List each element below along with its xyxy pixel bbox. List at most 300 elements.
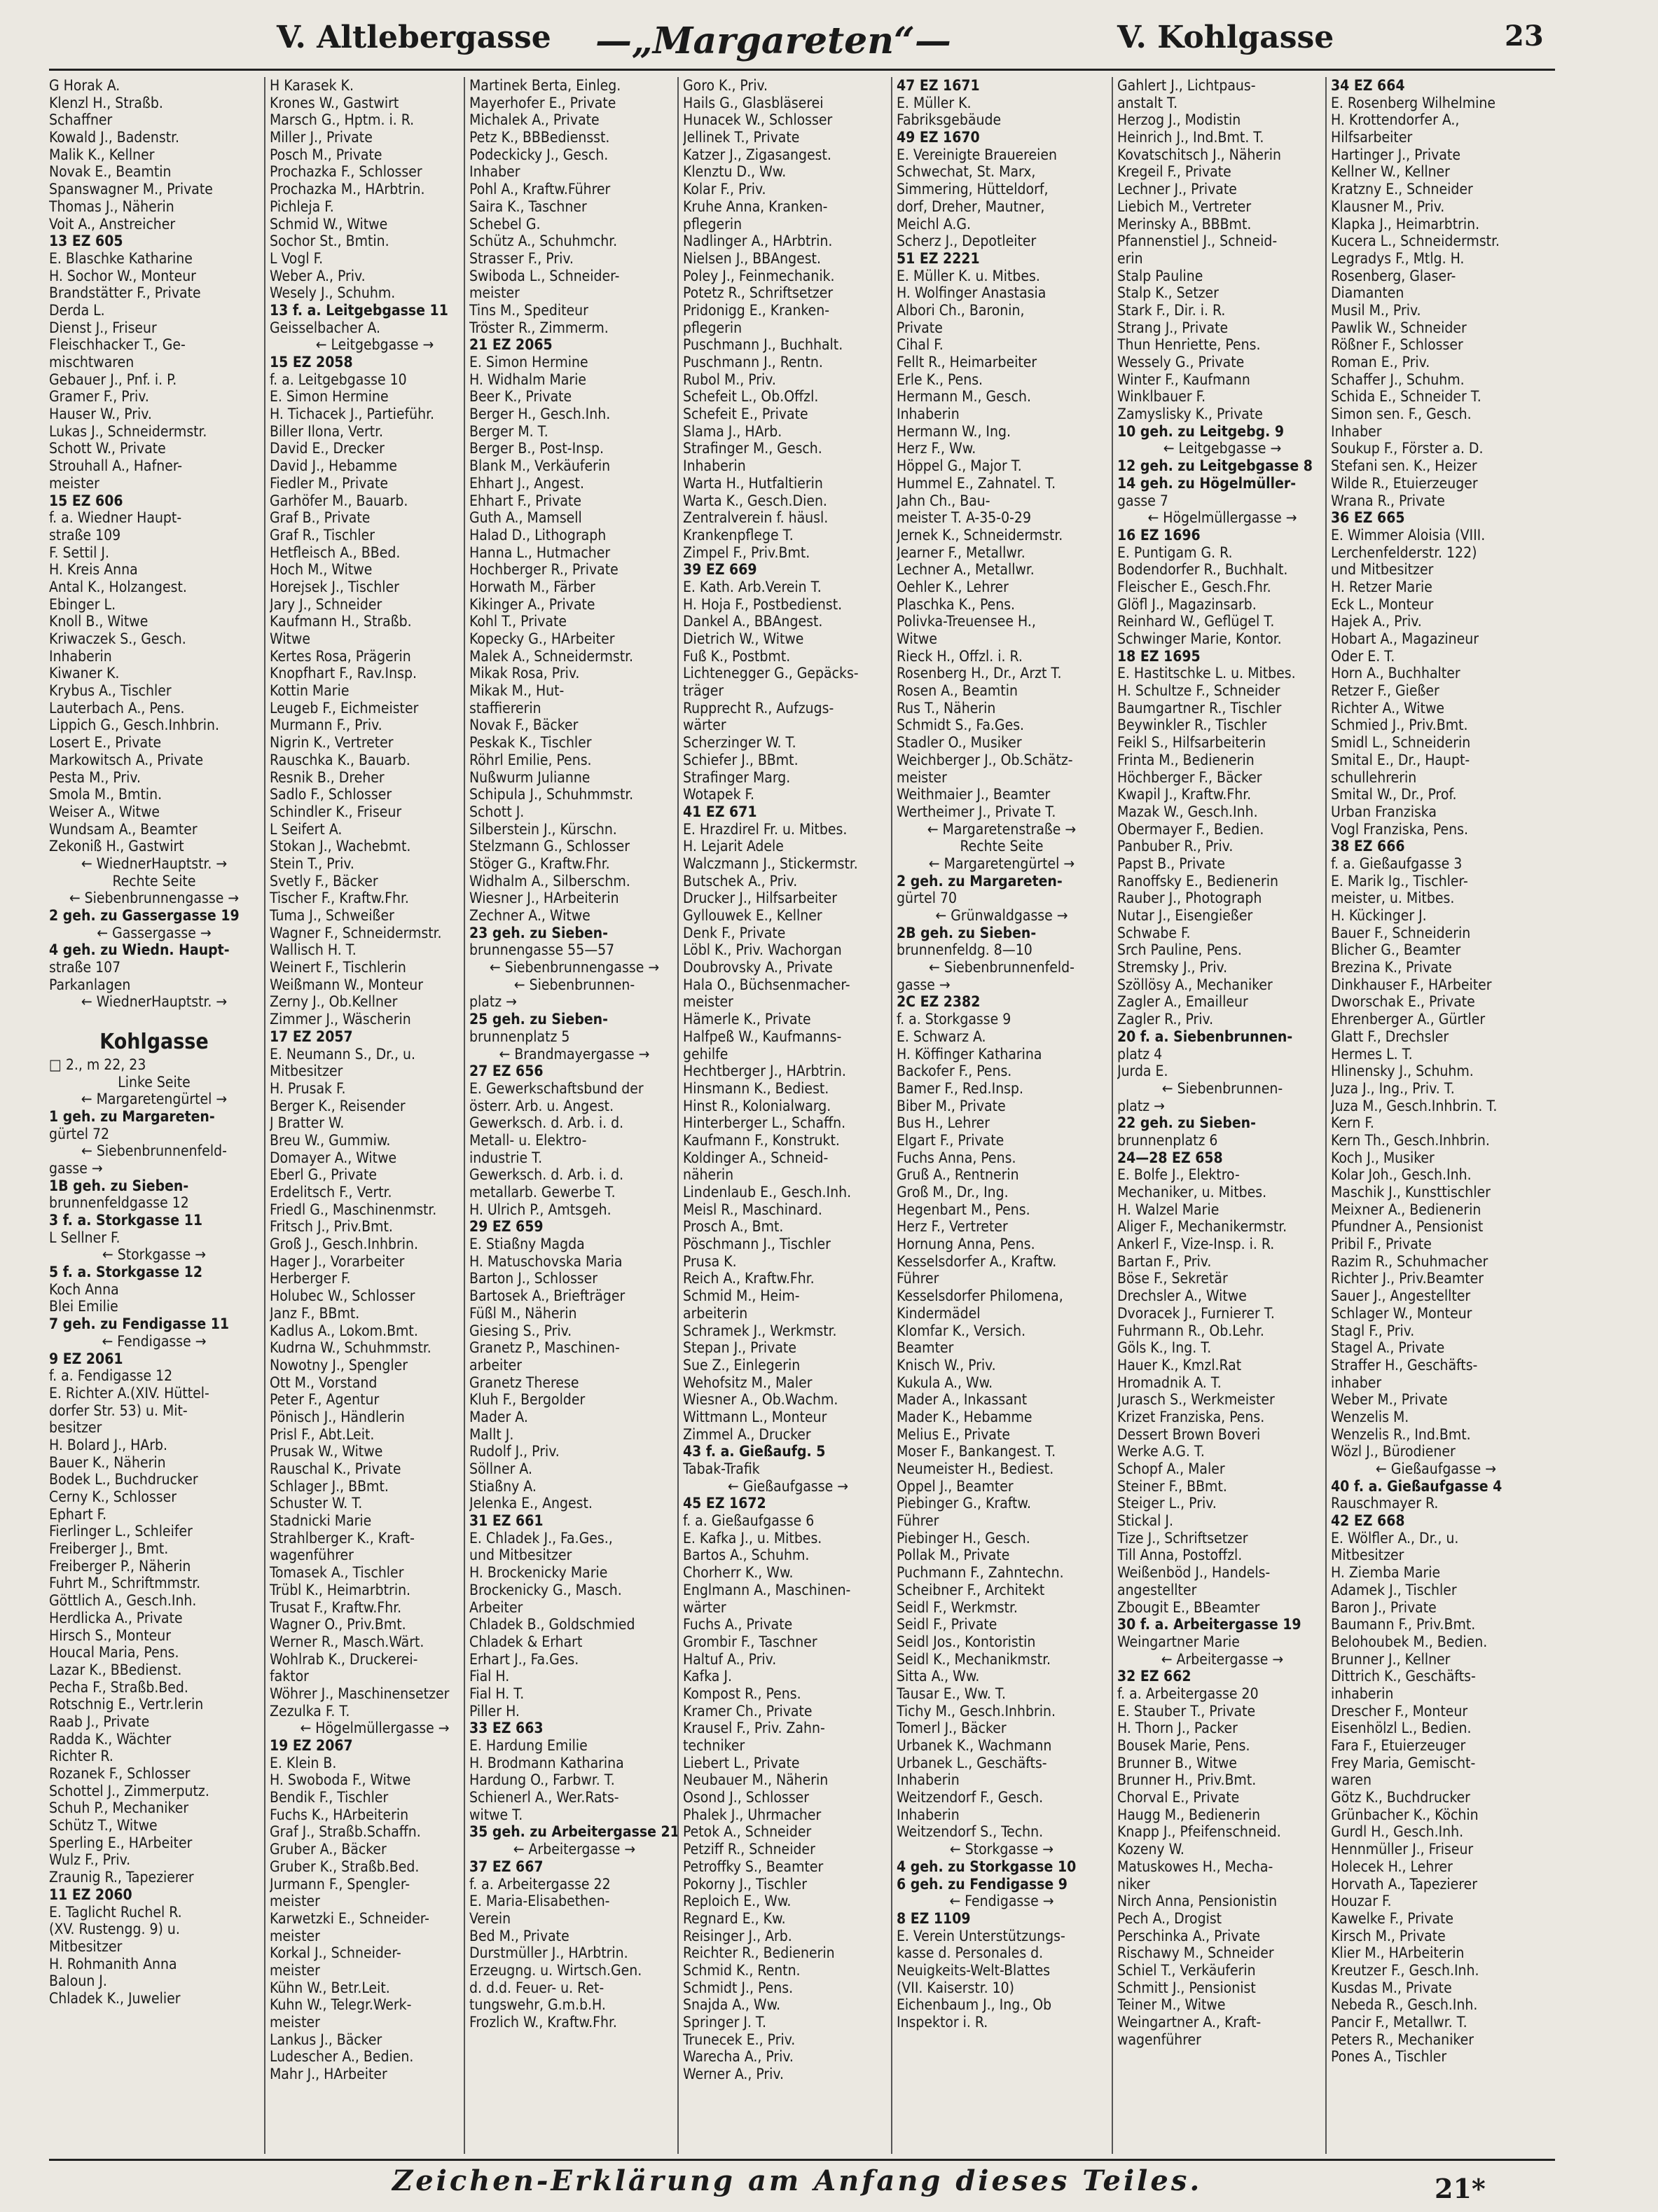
directory-entry: Schida E., Schneider T. bbox=[1331, 388, 1481, 406]
directory-entry: Werner R., Masch.Wärt. bbox=[270, 1633, 424, 1650]
directory-entry: Gebauer J., Pnf. i. P. bbox=[49, 371, 177, 388]
directory-entry: Rößner F., Schlosser bbox=[1331, 336, 1463, 354]
directory-entry: Tröster R., Zimmerm. bbox=[469, 319, 609, 336]
directory-entry: Trusat F., Kraftw.Fhr. bbox=[270, 1598, 402, 1616]
directory-entry: Bodendorfer R., Buchhalt. bbox=[1117, 561, 1288, 579]
directory-entry: Lukas J., Schneidermstr. bbox=[49, 422, 207, 440]
directory-entry: waren bbox=[1331, 1771, 1372, 1789]
directory-entry: Jary J., Schneider bbox=[270, 595, 382, 613]
directory-entry: E. Marik Ig., Tischler- bbox=[1331, 872, 1468, 890]
directory-entry: Hauser W., Priv. bbox=[49, 406, 152, 423]
directory-entry: Kramer Ch., Private bbox=[683, 1702, 813, 1720]
directory-entry: Pohl A., Kraftw.Führer bbox=[469, 181, 611, 198]
directory-entry: 27 EZ 656 bbox=[469, 1063, 544, 1080]
directory-entry: mischtwaren bbox=[49, 354, 134, 371]
directory-entry: Weiser A., Witwe bbox=[49, 803, 160, 820]
directory-entry: H. Rohmanith Anna bbox=[49, 1955, 177, 1972]
directory-entry: Rosen A., Beamtin bbox=[897, 682, 1018, 700]
directory-entry: E. Bolfe J., Elektro- bbox=[1117, 1166, 1240, 1184]
directory-entry: Prisl F., Abt.Leit. bbox=[270, 1425, 375, 1443]
directory-entry: 6 geh. zu Fendigasse 9 bbox=[897, 1875, 1068, 1893]
directory-entry: Schütz T., Witwe bbox=[49, 1817, 158, 1834]
directory-entry: Steiger L., Priv. bbox=[1117, 1495, 1217, 1512]
directory-entry: E. Simon Hermine bbox=[270, 388, 389, 406]
directory-entry: Hennmüller J., Friseur bbox=[1331, 1841, 1474, 1858]
directory-entry: E. Blaschke Katharine bbox=[49, 249, 193, 267]
directory-entry: kasse d. Personales d. bbox=[897, 1944, 1044, 1962]
directory-entry: Kohlgasse bbox=[99, 1029, 209, 1054]
directory-entry: Klapka J., Heimarbtrin. bbox=[1331, 215, 1480, 233]
directory-entry: Juza J., Ing., Priv. T. bbox=[1331, 1079, 1455, 1097]
directory-entry: Kusdas M., Private bbox=[1331, 1979, 1452, 1996]
directory-entry: H. Widhalm Marie bbox=[469, 371, 587, 388]
directory-entry: Werke A.G. T. bbox=[1117, 1443, 1205, 1460]
directory-entry: Schiefer J., BBmt. bbox=[683, 751, 799, 768]
directory-entry: Stöger G., Kraftw.Fhr. bbox=[469, 855, 610, 872]
directory-entry: arbeiterin bbox=[683, 1304, 748, 1322]
directory-entry: Rauber J., Photograph bbox=[1117, 890, 1262, 907]
directory-entry: faktor bbox=[270, 1668, 309, 1685]
directory-entry: Mayerhofer E., Private bbox=[469, 94, 616, 111]
directory-entry: F. Settil J. bbox=[49, 544, 109, 561]
directory-entry: Phalek J., Uhrmacher bbox=[683, 1806, 822, 1823]
directory-entry: Matuskowes H., Mecha- bbox=[1117, 1858, 1273, 1875]
directory-entry: Beywinkler R., Tischler bbox=[1117, 717, 1267, 734]
directory-entry: 11 EZ 2060 bbox=[49, 1886, 132, 1903]
directory-entry: Kafka J. bbox=[683, 1668, 732, 1685]
directory-entry: Mitbesitzer bbox=[270, 1063, 343, 1080]
directory-entry: Beer K., Private bbox=[469, 388, 572, 406]
directory-entry: Zimmel A., Drucker bbox=[683, 1425, 811, 1443]
directory-entry: Eberl G., Private bbox=[270, 1166, 378, 1184]
directory-entry: Schlager W., Monteur bbox=[1331, 1304, 1472, 1322]
directory-entry: Schmidt S., Fa.Ges. bbox=[897, 717, 1025, 734]
directory-entry: Fritsch J., Priv.Bmt. bbox=[270, 1218, 393, 1236]
directory-entry: Nebeda R., Gesch.Inh. bbox=[1331, 1996, 1478, 2014]
directory-entry: Kuhn W., Telegr.Werk- bbox=[270, 1996, 412, 2014]
directory-entry: Sadlo F., Schlosser bbox=[270, 786, 392, 803]
directory-entry: Strahlberger K., Kraft- bbox=[270, 1529, 415, 1547]
directory-entry: Merinsky A., BBBmt. bbox=[1117, 215, 1252, 233]
directory-entry: Rudolf J., Priv. bbox=[469, 1443, 560, 1460]
directory-entry: Jahn Ch., Bau- bbox=[897, 492, 990, 509]
directory-entry: Butschek A., Priv. bbox=[683, 872, 798, 890]
directory-entry: ← Siebenbrunnen- bbox=[1161, 1079, 1283, 1097]
directory-entry: Kruhe Anna, Kranken- bbox=[683, 198, 828, 215]
directory-entry: brunnenplatz 5 bbox=[469, 1028, 570, 1045]
directory-entry: f. a. Arbeitergasse 22 bbox=[469, 1875, 611, 1893]
directory-entry bbox=[49, 1011, 259, 1028]
directory-entry: 33 EZ 663 bbox=[469, 1720, 544, 1737]
directory-entry: Martinek Berta, Einleg. bbox=[469, 77, 621, 94]
directory-entry: Fara F., Etuierzeuger bbox=[1331, 1737, 1466, 1754]
directory-entry: Simmering, Hütteldorf, bbox=[897, 181, 1049, 198]
directory-entry: ← Siebenbrunnengasse → bbox=[69, 890, 240, 907]
directory-entry: Zagler R., Priv. bbox=[1117, 1011, 1214, 1028]
directory-entry: Krausel F., Priv. Zahn- bbox=[683, 1720, 825, 1737]
directory-entry: Mallt J. bbox=[469, 1425, 514, 1443]
directory-entry: Widhalm A., Silberschm. bbox=[469, 872, 630, 890]
directory-entry: Vogl Franziska, Pens. bbox=[1331, 820, 1468, 838]
directory-entry: Füßl M., Näherin bbox=[469, 1304, 577, 1322]
directory-entry: Inhaber bbox=[1331, 422, 1382, 440]
directory-entry: Walczmann J., Stickermstr. bbox=[683, 855, 858, 872]
directory-entry: Szöllösy A., Mechaniker bbox=[1117, 976, 1273, 993]
directory-entry: H. Kückinger J. bbox=[1331, 907, 1427, 924]
directory-entry: Richter A., Witwe bbox=[1331, 699, 1445, 717]
directory-entry: Pichleja F. bbox=[270, 198, 334, 215]
directory-entry: Losert E., Private bbox=[49, 734, 162, 752]
directory-entry: Trübl K., Heimarbtrin. bbox=[270, 1581, 411, 1598]
directory-entry: Derda L. bbox=[49, 301, 105, 319]
directory-entry: Pfundner A., Pensionist bbox=[1331, 1218, 1484, 1236]
directory-entry: Polivka-Treuensee H., bbox=[897, 613, 1036, 630]
directory-entry: Durstmüller J., HArbtrin. bbox=[469, 1944, 628, 1962]
directory-entry: Nigrin K., Vertreter bbox=[270, 734, 394, 752]
directory-entry: Inhaberin bbox=[897, 1806, 960, 1823]
directory-entry: Baumann F., Priv.Bmt. bbox=[1331, 1616, 1476, 1633]
directory-entry: Stelzmann G., Schlosser bbox=[469, 838, 630, 855]
directory-entry: Biber M., Private bbox=[897, 1097, 1006, 1114]
directory-entry: Soukup F., Förster a. D. bbox=[1331, 440, 1484, 457]
directory-entry: Pöschmann J., Tischler bbox=[683, 1236, 831, 1253]
directory-entry: ← Grünwaldgasse → bbox=[935, 907, 1068, 924]
directory-entry: meister bbox=[270, 1961, 320, 1979]
directory-entry: wagenführer bbox=[1117, 2031, 1201, 2048]
directory-entry: Hardung O., Farbwr. T. bbox=[469, 1771, 615, 1789]
directory-entry: Urban Franziska bbox=[1331, 803, 1437, 820]
directory-entry: 15 EZ 606 bbox=[49, 492, 123, 509]
directory-entry: 14 geh. zu Högelmüller- bbox=[1117, 474, 1297, 492]
directory-entry: Schwabe F. bbox=[1117, 924, 1191, 941]
directory-column bbox=[1331, 77, 1541, 2154]
directory-entry: Ebinger L. bbox=[49, 595, 116, 613]
directory-entry: Tins M., Spediteur bbox=[469, 301, 588, 319]
directory-entry: Glatt F., Drechsler bbox=[1331, 1028, 1449, 1045]
directory-entry: Pollak M., Private bbox=[897, 1547, 1010, 1564]
directory-entry: meister bbox=[270, 1893, 320, 1910]
directory-entry: Verein bbox=[469, 1909, 511, 1927]
directory-entry: Stickal J. bbox=[1117, 1512, 1174, 1530]
directory-entry: Stalp Pauline bbox=[1117, 267, 1203, 284]
directory-entry: Hechtberger J., HArbtrin. bbox=[683, 1063, 846, 1080]
directory-entry: 15 EZ 2058 bbox=[270, 354, 353, 371]
directory-entry: Grombir F., Taschner bbox=[683, 1633, 817, 1650]
directory-entry: Liebert L., Private bbox=[683, 1754, 800, 1771]
directory-entry: Kindermädel bbox=[897, 1304, 981, 1322]
directory-entry: erin bbox=[1117, 249, 1143, 267]
directory-entry: f. a. Leitgebgasse 10 bbox=[270, 371, 407, 388]
directory-entry: Poley J., Feinmechanik. bbox=[683, 267, 835, 284]
directory-entry: Baumgartner R., Tischler bbox=[1117, 699, 1282, 717]
directory-entry: Leugeb F., Eichmeister bbox=[270, 699, 419, 717]
directory-entry: Reich A., Kraftw.Fhr. bbox=[683, 1270, 815, 1287]
directory-entry: Inhaberin bbox=[897, 1771, 960, 1789]
directory-entry: Winklbauer F. bbox=[1117, 388, 1206, 406]
directory-entry: Klier M., HArbeiterin bbox=[1331, 1944, 1465, 1962]
directory-entry: Kratzny E., Schneider bbox=[1331, 181, 1473, 198]
directory-entry: Liebich M., Vertreter bbox=[1117, 198, 1252, 215]
directory-entry: Jelenka E., Angest. bbox=[469, 1495, 593, 1512]
directory-entry: E. Maria-Elisabethen- bbox=[469, 1893, 610, 1910]
directory-entry: 2 geh. zu Margareten- bbox=[897, 872, 1063, 890]
directory-entry: platz → bbox=[469, 993, 517, 1011]
directory-entry: Frey Maria, Gemischt- bbox=[1331, 1754, 1476, 1771]
directory-entry: Thun Henriette, Pens. bbox=[1117, 336, 1261, 354]
directory-entry: Osond J., Schlosser bbox=[683, 1789, 810, 1806]
column-separator bbox=[264, 77, 265, 2154]
directory-entry: Thomas J., Näherin bbox=[49, 198, 174, 215]
directory-entry: Tize J., Schriftsetzer bbox=[1117, 1529, 1248, 1547]
directory-entry: Wiesner A., Ob.Wachm. bbox=[683, 1391, 838, 1409]
directory-entry: Rauschmayer R. bbox=[1331, 1495, 1439, 1512]
directory-entry: Koldinger A., Schneid- bbox=[683, 1149, 829, 1166]
directory-entry: Nirch Anna, Pensionistin bbox=[1117, 1893, 1278, 1910]
directory-entry: Mader A. bbox=[469, 1408, 528, 1425]
footer-legend: Zeichen-Erklärung am Anfang dieses Teiles. bbox=[392, 2164, 1203, 2197]
directory-entry: Jurasch S., Werkmeister bbox=[1117, 1391, 1275, 1409]
directory-entry: Kadlus A., Lokom.Bmt. bbox=[270, 1322, 418, 1339]
directory-entry: Zezulka F. T. bbox=[270, 1702, 350, 1720]
directory-entry: d. d.d. Feuer- u. Ret- bbox=[469, 1979, 605, 1996]
directory-entry: Horejsek J., Tischler bbox=[270, 578, 399, 595]
directory-entry: f. a. Gießaufgasse 6 bbox=[683, 1512, 815, 1530]
directory-entry: Weber A., Priv. bbox=[270, 267, 366, 284]
directory-entry: meister bbox=[897, 768, 947, 786]
directory-entry: Straffer H., Geschäfts- bbox=[1331, 1356, 1478, 1374]
directory-entry: Hinst R., Kolonialwarg. bbox=[683, 1097, 831, 1114]
directory-entry: Fierlinger L., Schleifer bbox=[49, 1523, 193, 1540]
directory-entry: 21 EZ 2065 bbox=[469, 336, 553, 354]
directory-entry: Hartinger J., Private bbox=[1331, 146, 1460, 163]
directory-entry: Garhöfer M., Bauarb. bbox=[270, 492, 408, 509]
directory-entry: Schaffer J., Schuhm. bbox=[1331, 371, 1465, 388]
directory-entry: Erdelitsch F., Vertr. bbox=[270, 1184, 392, 1201]
directory-entry: 31 EZ 661 bbox=[469, 1512, 544, 1530]
directory-entry: Zbougit E., BBeamter bbox=[1117, 1598, 1260, 1616]
directory-entry: Knapp J., Pfeifenschneid. bbox=[1117, 1823, 1281, 1841]
directory-entry: ← Gießaufgasse → bbox=[1375, 1460, 1497, 1477]
directory-entry: Hanna L., Hutmacher bbox=[469, 544, 611, 561]
directory-entry: Hails G., Glasbläserei bbox=[683, 94, 824, 111]
directory-entry: Schmid M., Heim- bbox=[683, 1287, 800, 1305]
directory-entry: ← Fendigasse → bbox=[102, 1332, 207, 1350]
directory-entry: 2B geh. zu Sieben- bbox=[897, 924, 1037, 941]
directory-entry: Korkal J., Schneider- bbox=[270, 1944, 401, 1962]
directory-entry: Rupprecht R., Aufzugs- bbox=[683, 699, 834, 717]
directory-entry: Brunner J., Kellner bbox=[1331, 1650, 1451, 1668]
directory-entry: gürtel 70 bbox=[897, 890, 958, 907]
directory-entry: Zraunig R., Tapezierer bbox=[49, 1869, 194, 1886]
directory-entry: Kwapil J., Kraftw.Fhr. bbox=[1117, 786, 1252, 803]
directory-entry: 8 EZ 1109 bbox=[897, 1909, 971, 1927]
directory-entry: f. a. Gießaufgasse 3 bbox=[1331, 855, 1463, 872]
directory-entry: L Sellner F. bbox=[49, 1229, 120, 1246]
directory-entry: H. Retzer Marie bbox=[1331, 578, 1432, 595]
directory-entry: Teiner M., Witwe bbox=[1117, 1996, 1226, 2014]
directory-entry: 20 f. a. Siebenbrunnen- bbox=[1117, 1028, 1293, 1045]
directory-entry: Gruber K., Straßb.Bed. bbox=[270, 1858, 420, 1875]
directory-entry: 18 EZ 1695 bbox=[1117, 647, 1201, 665]
directory-entry: Zimpel F., Priv.Bmt. bbox=[683, 544, 810, 561]
directory-entry: Obermayer F., Bedien. bbox=[1117, 820, 1264, 838]
directory-entry: Tuma J., Schweißer bbox=[270, 907, 394, 924]
directory-entry: H. Köffinger Katharina bbox=[897, 1045, 1042, 1063]
directory-entry: 2 geh. zu Gassergasse 19 bbox=[49, 907, 240, 924]
directory-entry: Bus H., Lehrer bbox=[897, 1114, 990, 1132]
directory-entry: H. Brockenicky Marie bbox=[469, 1564, 608, 1582]
directory-entry: E. Neumann S., Dr., u. bbox=[270, 1045, 415, 1063]
directory-entry: 3 f. a. Storkgasse 11 bbox=[49, 1212, 202, 1229]
directory-entry: Dietrich W., Witwe bbox=[683, 630, 804, 647]
directory-entry: Tichy M., Gesch.Inhbrin. bbox=[897, 1702, 1056, 1720]
directory-entry: Markowitsch A., Private bbox=[49, 751, 204, 768]
directory-entry: Englmann A., Maschinen- bbox=[683, 1581, 851, 1598]
directory-entry: Kolar F., Priv. bbox=[683, 181, 766, 198]
directory-entry: Lauterbach A., Pens. bbox=[49, 699, 185, 717]
directory-entry: Hermann W., Ing. bbox=[897, 422, 1011, 440]
directory-entry: Rotschnig E., Vertr.lerin bbox=[49, 1696, 204, 1713]
directory-entry: Böse F., Sekretär bbox=[1117, 1270, 1228, 1287]
directory-entry: Baron J., Private bbox=[1331, 1598, 1437, 1616]
directory-entry: Aliger F., Mechanikermstr. bbox=[1117, 1218, 1287, 1236]
directory-entry: 47 EZ 1671 bbox=[897, 77, 980, 94]
directory-entry: Schütz A., Schuhmchr. bbox=[469, 233, 618, 250]
directory-entry: H. Schultze F., Schneider bbox=[1117, 682, 1280, 700]
directory-entry: Berger K., Reisender bbox=[270, 1097, 406, 1114]
directory-entry: Razim R., Schuhmacher bbox=[1331, 1252, 1488, 1270]
directory-entry: Hornung Anna, Pens. bbox=[897, 1236, 1035, 1253]
directory-entry: pflegerin bbox=[683, 319, 742, 336]
directory-entry: Schottel J., Zimmerputz. bbox=[49, 1782, 209, 1799]
directory-entry: Fial H. bbox=[469, 1668, 510, 1685]
directory-entry: H. Hoja F., Postbedienst. bbox=[683, 595, 843, 613]
directory-column bbox=[49, 77, 259, 2154]
directory-entry: Kowald J., Badenstr. bbox=[49, 129, 179, 146]
directory-entry: Puschmann J., Buchhalt. bbox=[683, 336, 843, 354]
directory-entry: Hegenbart M., Pens. bbox=[897, 1201, 1030, 1218]
directory-entry: ← Margaretengürtel → bbox=[928, 855, 1075, 872]
directory-entry: Seidl F., Werkmstr. bbox=[897, 1598, 1018, 1616]
directory-entry: gasse 7 bbox=[1117, 492, 1168, 509]
directory-entry: Groß J., Gesch.Inhbrin. bbox=[270, 1236, 418, 1253]
directory-entry: Mader A., Inkassant bbox=[897, 1391, 1028, 1409]
directory-entry: Adamek J., Tischler bbox=[1331, 1581, 1457, 1598]
directory-entry: Götz K., Buchdrucker bbox=[1331, 1789, 1470, 1806]
directory-entry: ← Siebenbrunnenfeld- bbox=[81, 1142, 227, 1160]
directory-entry: Smidl L., Schneiderin bbox=[1331, 734, 1471, 752]
directory-entry: metallarb. Gewerbe T. bbox=[469, 1184, 616, 1201]
directory-entry: 13 EZ 605 bbox=[49, 233, 123, 250]
directory-entry: f. a. Arbeitergasse 20 bbox=[1117, 1685, 1259, 1702]
directory-entry: Erhart J., Fa.Ges. bbox=[469, 1650, 579, 1668]
directory-entry: Kukula A., Ww. bbox=[897, 1374, 993, 1391]
directory-entry: Gramer F., Priv. bbox=[49, 388, 149, 406]
directory-entry: L Vogl F. bbox=[270, 249, 324, 267]
directory-entry: Karwetzki E., Schneider- bbox=[270, 1909, 429, 1927]
directory-entry: Kluh F., Bergolder bbox=[469, 1391, 586, 1409]
directory-entry: Jurda E. bbox=[1117, 1063, 1168, 1080]
directory-entry: Oder E. T. bbox=[1331, 647, 1395, 665]
directory-entry: Mader K., Hebamme bbox=[897, 1408, 1032, 1425]
directory-entry: Jurmann F., Spengler- bbox=[270, 1875, 410, 1893]
directory-entry: platz 4 bbox=[1117, 1045, 1163, 1063]
directory-entry: E. Stiaßny Magda bbox=[469, 1236, 585, 1253]
directory-entry: Halad D., Lithograph bbox=[469, 526, 607, 544]
column-separator bbox=[1112, 77, 1113, 2154]
directory-entry: 23 geh. zu Sieben- bbox=[469, 924, 608, 941]
directory-entry: Albori Ch., Baronin, bbox=[897, 301, 1025, 319]
directory-entry: Glöfl J., Magazinsarb. bbox=[1117, 595, 1257, 613]
directory-entry: Piller H. bbox=[469, 1702, 520, 1720]
directory-entry: Fabriksgebäude bbox=[897, 111, 1002, 129]
directory-entry: Lankus J., Bäcker bbox=[270, 2031, 382, 2048]
directory-entry: Schipula J., Schuhmmstr. bbox=[469, 786, 634, 803]
directory-entry: Klausner M., Priv. bbox=[1331, 198, 1445, 215]
directory-entry: Hauer K., Kmzl.Rat bbox=[1117, 1356, 1242, 1374]
directory-entry: Wessely G., Private bbox=[1117, 354, 1245, 371]
directory-entry: Hochberger R., Private bbox=[469, 561, 619, 579]
directory-entry: Trunecek E., Priv. bbox=[683, 2031, 796, 2048]
directory-entry: E. Richter A.(XIV. Hüttel- bbox=[49, 1384, 209, 1402]
directory-entry: Piebinger H., Gesch. bbox=[897, 1529, 1030, 1547]
directory-entry: dorf, Dreher, Mautner, bbox=[897, 198, 1045, 215]
directory-entry: techniker bbox=[683, 1737, 745, 1754]
directory-entry: Wundsam A., Beamter bbox=[49, 820, 198, 838]
directory-entry: Scheibner F., Architekt bbox=[897, 1581, 1045, 1598]
directory-entry: Dworschak E., Private bbox=[1331, 993, 1475, 1011]
directory-entry: Hobart A., Magazineur bbox=[1331, 630, 1479, 647]
directory-entry: E. Müller K. bbox=[897, 94, 972, 111]
directory-entry: Saira K., Taschner bbox=[469, 198, 587, 215]
directory-entry: Warta H., Hutfaltierin bbox=[683, 474, 823, 492]
directory-entry: Gruber A., Bäcker bbox=[270, 1841, 387, 1858]
directory-entry: Lindenlaub E., Gesch.Inh. bbox=[683, 1184, 852, 1201]
directory-entry: Lichtenegger G., Gepäcks- bbox=[683, 665, 859, 682]
directory-entry: Reinhard W., Geflügel T. bbox=[1117, 613, 1275, 630]
directory-entry: Friedl G., Maschinenmstr. bbox=[270, 1201, 437, 1218]
directory-entry: Holubec W., Schlosser bbox=[270, 1287, 415, 1305]
directory-entry: David E., Drecker bbox=[270, 440, 385, 457]
directory-entry: Höppel G., Major T. bbox=[897, 457, 1022, 475]
directory-entry: Diamanten bbox=[1331, 284, 1404, 302]
directory-entry: Ankerl F., Vize-Insp. i. R. bbox=[1117, 1236, 1275, 1253]
directory-entry: Wilde R., Etuierzeuger bbox=[1331, 474, 1478, 492]
directory-entry: E. Hardung Emilie bbox=[469, 1737, 588, 1754]
directory-entry: Schopf A., Maler bbox=[1117, 1460, 1225, 1477]
directory-entry: brunnenplatz 6 bbox=[1117, 1131, 1218, 1149]
directory-column bbox=[469, 77, 679, 2154]
directory-entry: anstalt T. bbox=[1117, 94, 1178, 111]
directory-entry: Puchmann F., Zahntechn. bbox=[897, 1564, 1064, 1582]
directory-entry: Resnik B., Dreher bbox=[270, 768, 385, 786]
directory-entry: Richter J., Priv.Beamter bbox=[1331, 1270, 1484, 1287]
directory-entry: Peter F., Agentur bbox=[270, 1391, 380, 1409]
directory-entry: Zimmer J., Wäscherin bbox=[270, 1011, 411, 1028]
directory-entry: meister bbox=[270, 2014, 320, 2031]
directory-entry: gürtel 72 bbox=[49, 1125, 110, 1142]
directory-entry: Petroffky S., Beamter bbox=[683, 1858, 824, 1875]
directory-entry: Schott W., Private bbox=[49, 440, 166, 457]
directory-entry: 35 geh. zu Arbeitergasse 21 bbox=[469, 1823, 679, 1841]
directory-entry: Pech A., Drogist bbox=[1117, 1909, 1222, 1927]
directory-entry: Dessert Brown Boveri bbox=[1117, 1425, 1261, 1443]
directory-entry: dorfer Str. 53) u. Mit- bbox=[49, 1402, 188, 1419]
directory-entry: Führer bbox=[897, 1270, 939, 1287]
directory-entry: Zagler A., Emailleur bbox=[1117, 993, 1248, 1011]
directory-entry: Ephart F. bbox=[49, 1505, 107, 1523]
directory-entry: Kregeil F., Private bbox=[1117, 163, 1231, 181]
